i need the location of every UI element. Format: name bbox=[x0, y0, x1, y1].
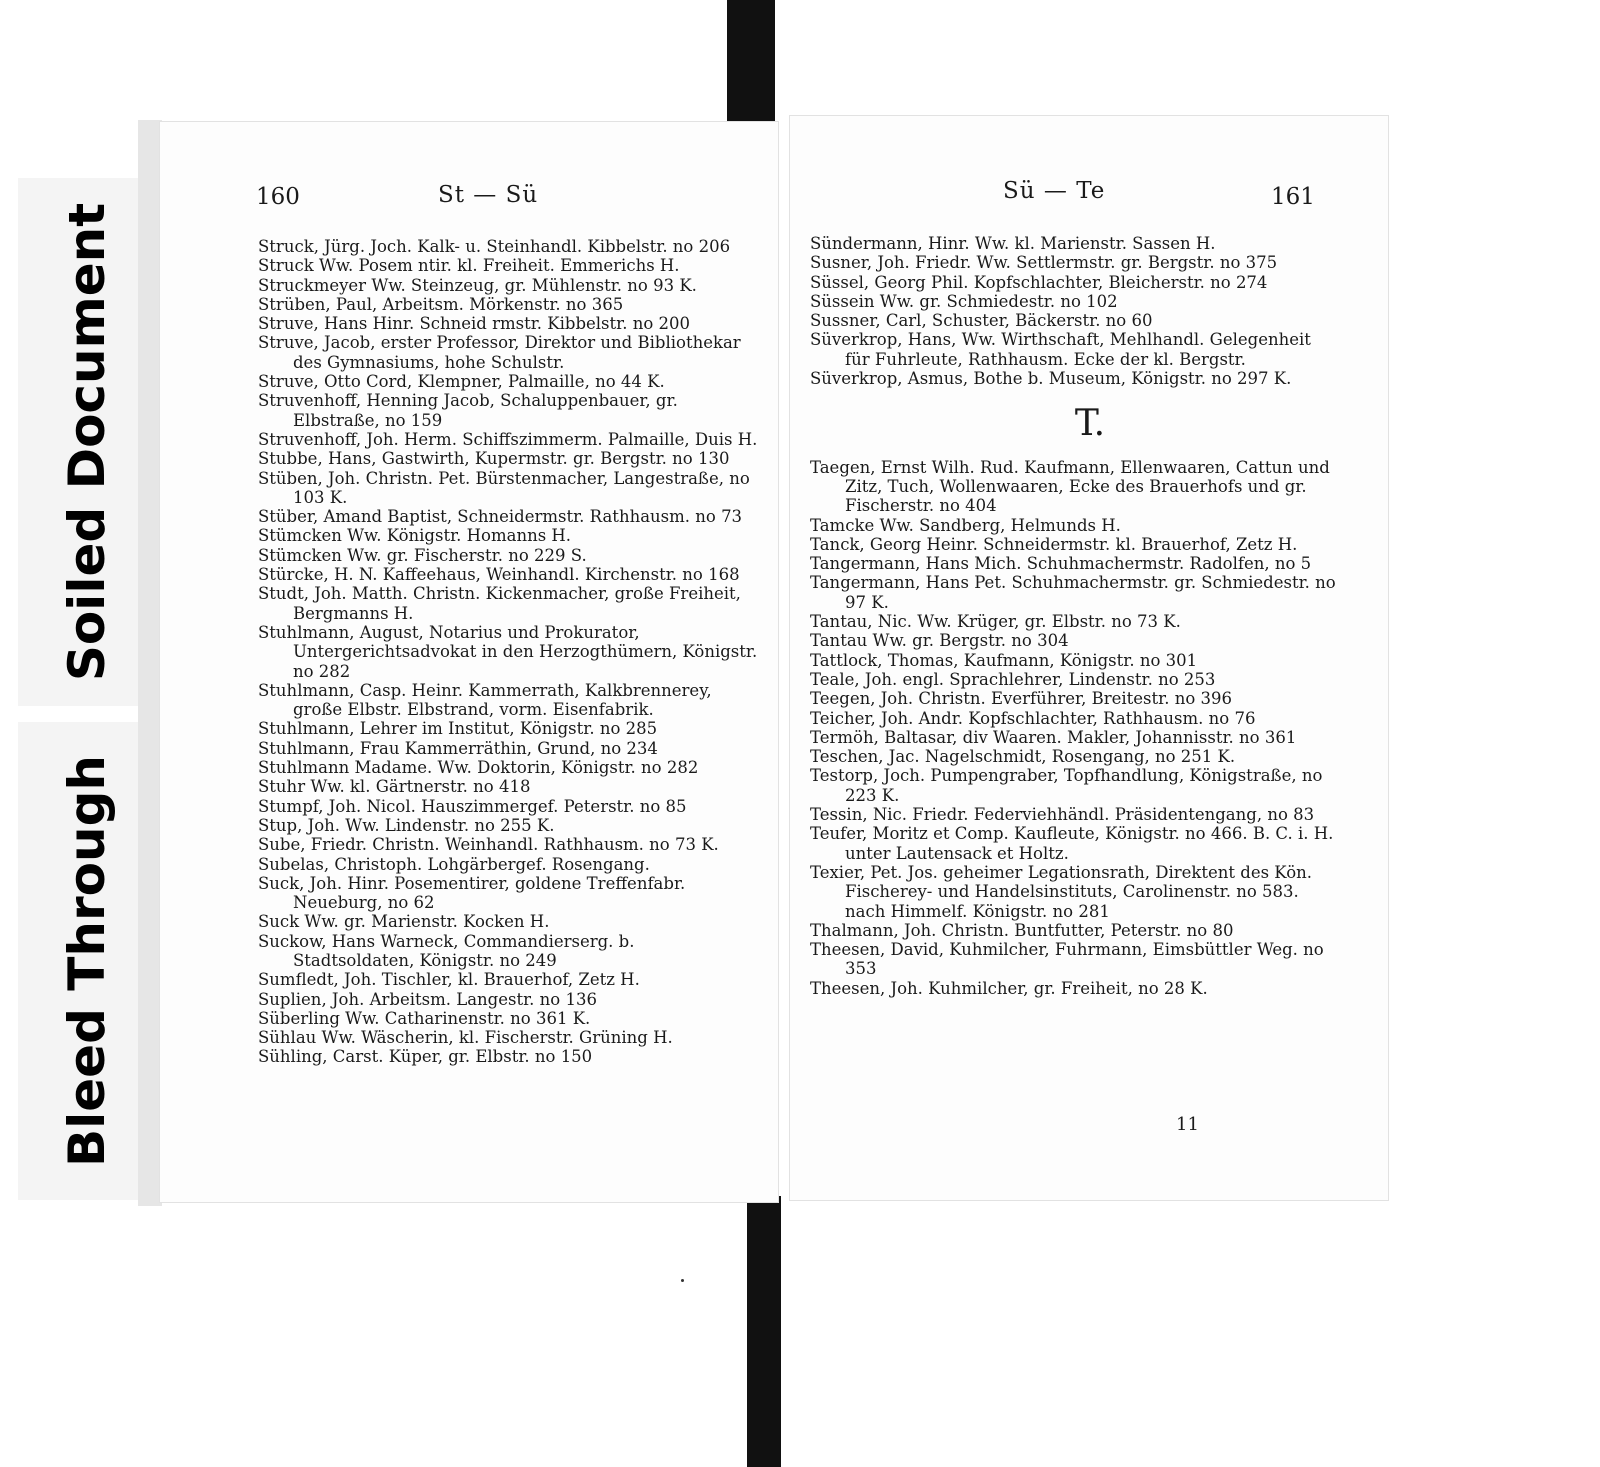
directory-entry: Sumfledt, Joh. Tischler, kl. Brauerhof, Zetz H. bbox=[258, 970, 640, 990]
directory-entry: Sube, Friedr. Christn. Weinhandl. Rathhausm. no 73 K. bbox=[258, 835, 719, 855]
directory-entry: Teschen, Jac. Nagelschmidt, Rosengang, no 251 K. bbox=[810, 747, 1236, 767]
directory-entry: Testorp, Joch. Pumpengraber, Topfhandlung, Königstraße, no 223 K. bbox=[810, 766, 1323, 805]
directory-entry: Tanck, Georg Heinr. Schneidermstr. kl. Brauerhof, Zetz H. bbox=[810, 534, 1298, 554]
directory-entry: Stüben, Joh. Christn. Pet. Bürstenmacher, Langestraße, no 103 K. bbox=[258, 468, 750, 507]
directory-entry: Stümcken Ww. gr. Fischerstr. no 229 S. bbox=[258, 545, 587, 565]
directory-entry: Stup, Joh. Ww. Lindenstr. no 255 K. bbox=[258, 815, 555, 835]
directory-entry: Teegen, Joh. Christn. Everführer, Breitestr. no 396 bbox=[810, 689, 1232, 709]
directory-entry: Süberling Ww. Catharinenstr. no 361 K. bbox=[258, 1008, 591, 1028]
directory-entry: Stuhlmann, Casp. Heinr. Kammerrath, Kalkbrennerey, große Elbstr. Elbstrand, vorm. Eisenfabrik. bbox=[258, 680, 712, 720]
directory-entry: Tantau, Nic. Ww. Krüger, gr. Elbstr. no 73 K. bbox=[810, 612, 1181, 632]
directory-entry: Sühling, Carst. Küper, gr. Elbstr. no 150 bbox=[258, 1047, 593, 1067]
directory-entry: Sündermann, Hinr. Ww. kl. Marienstr. Sassen H. bbox=[810, 234, 1216, 253]
bleed-through-text: Bleed Through bbox=[58, 755, 116, 1167]
right-page bbox=[790, 116, 1388, 1200]
directory-entry: Struckmeyer Ww. Steinzeug, gr. Mühlenstr. no 93 K. bbox=[258, 275, 697, 295]
stray-dot bbox=[681, 1279, 684, 1282]
directory-entry: Süverkrop, Hans, Ww. Wirthschaft, Mehlhandl. Gelegenheit für Fuhrleute, Rathhausm. Ecke der kl. Bergstr. bbox=[810, 330, 1311, 369]
directory-entry: Stüber, Amand Baptist, Schneidermstr. Rathhausm. no 73 bbox=[258, 507, 743, 527]
directory-entry: Stuhlmann, Frau Kammerräthin, Grund, no 234 bbox=[258, 738, 658, 758]
directory-entry: Teicher, Joh. Andr. Kopfschlachter, Rathhausm. no 76 bbox=[810, 708, 1256, 728]
soiled-document-label bbox=[18, 178, 156, 706]
directory-entry: Theesen, Joh. Kuhmilcher, gr. Freiheit, no 28 K. bbox=[810, 978, 1208, 998]
directory-entry: Texier, Pet. Jos. geheimer Legationsrath, Direktent des Kön. Fischerey- und Handelsinstituts, Carolinenstr. no 583. nach Himmelf. Königstr. no 281 bbox=[810, 862, 1313, 921]
directory-entry: Theesen, David, Kuhmilcher, Fuhrmann, Eimsbüttler Weg. no 353 bbox=[810, 940, 1324, 979]
directory-entry: Studt, Joh. Matth. Christn. Kickenmacher, große Freiheit, Bergmanns H. bbox=[258, 584, 741, 623]
right-entries-list bbox=[810, 234, 1340, 998]
directory-entry: Sühlau Ww. Wäscherin, kl. Fischerstr. Grüning H. bbox=[258, 1028, 673, 1048]
book-spine-top bbox=[727, 0, 775, 122]
book-spine-bottom bbox=[747, 1196, 781, 1467]
directory-entry: Teufer, Moritz et Comp. Kaufleute, Königstr. no 466. B. C. i. H. unter Lautensack et Holtz. bbox=[810, 824, 1334, 863]
left-entries-list bbox=[258, 237, 758, 1067]
directory-entry: Termöh, Baltasar, div Waaren. Makler, Johannisstr. no 361 bbox=[810, 727, 1297, 747]
section-letter-heading: T. bbox=[1074, 403, 1106, 445]
directory-entry: Struvenhoff, Joh. Herm. Schiffszimmerm. Palmaille, Duis H. bbox=[258, 429, 758, 449]
left-running-head: St — Sü bbox=[438, 182, 539, 208]
directory-entry: Teale, Joh. engl. Sprachlehrer, Lindenstr. no 253 bbox=[810, 669, 1216, 689]
directory-entry: Struck Ww. Posem ntir. kl. Freiheit. Emmerichs H. bbox=[258, 256, 680, 276]
directory-entry: Tamcke Ww. Sandberg, Helmunds H. bbox=[810, 515, 1121, 535]
directory-entry: Struve, Otto Cord, Klempner, Palmaille, no 44 K. bbox=[258, 372, 665, 392]
directory-entry: Tantau Ww. gr. Bergstr. no 304 bbox=[810, 631, 1069, 651]
directory-entry: Struve, Hans Hinr. Schneid rmstr. Kibbelstr. no 200 bbox=[258, 314, 691, 334]
directory-entry: Taegen, Ernst Wilh. Rud. Kaufmann, Ellenwaaren, Cattun und Zitz, Tuch, Wollenwaaren, Ecke des Brauerhofs und gr. Fischerstr. no 404 bbox=[810, 457, 1330, 516]
directory-entry: Suckow, Hans Warneck, Commandierserg. b. Stadtsoldaten, Königstr. no 249 bbox=[258, 931, 635, 970]
directory-entry: Stubbe, Hans, Gastwirth, Kupermstr. gr. Bergstr. no 130 bbox=[258, 449, 730, 469]
directory-entry: Subelas, Christoph. Lohgärbergef. Rosengang. bbox=[258, 854, 650, 874]
page-edge-shadow bbox=[138, 120, 162, 1206]
directory-entry: Tessin, Nic. Friedr. Federviehhändl. Präsidentengang, no 83 bbox=[810, 805, 1315, 825]
directory-entry: Stuhlmann, Lehrer im Institut, Königstr. no 285 bbox=[258, 719, 658, 739]
left-page-number: 160 bbox=[256, 184, 300, 210]
directory-entry: Stumpf, Joh. Nicol. Hauszimmergef. Peterstr. no 85 bbox=[258, 796, 687, 816]
directory-entry: Thalmann, Joh. Christn. Buntfutter, Peterstr. no 80 bbox=[810, 920, 1234, 940]
bleed-through-label bbox=[18, 722, 156, 1200]
directory-entry: Suck Ww. gr. Marienstr. Kocken H. bbox=[258, 912, 550, 932]
directory-entry: Stümcken Ww. Königstr. Homanns H. bbox=[258, 526, 572, 546]
soiled-document-text: Soiled Document bbox=[58, 202, 117, 682]
directory-entry: Stürcke, H. N. Kaffeehaus, Weinhandl. Kirchenstr. no 168 bbox=[258, 565, 740, 585]
directory-entry: Struve, Jacob, erster Professor, Direktor und Bibliothekar des Gymnasiums, hohe Schulstr. bbox=[258, 333, 741, 372]
right-running-head: Sü — Te bbox=[1003, 178, 1106, 204]
directory-entry: Susner, Joh. Friedr. Ww. Settlermstr. gr. Bergstr. no 375 bbox=[810, 253, 1278, 273]
directory-entry: Sussner, Carl, Schuster, Bäckerstr. no 60 bbox=[810, 311, 1153, 331]
directory-entry: Stuhlmann, August, Notarius und Prokurator, Untergerichtsadvokat in den Herzogthümern, Königstr. no 282 bbox=[258, 622, 758, 681]
directory-entry: Stuhr Ww. kl. Gärtnerstr. no 418 bbox=[258, 777, 531, 797]
directory-entry: Suck, Joh. Hinr. Posementirer, goldene Treffenfabr. Neueburg, no 62 bbox=[258, 873, 686, 913]
directory-entry: Stuhlmann Madame. Ww. Doktorin, Königstr. no 282 bbox=[258, 758, 699, 778]
directory-entry: Tangermann, Hans Mich. Schuhmachermstr. Radolfen, no 5 bbox=[810, 554, 1312, 574]
directory-entry: Suplien, Joh. Arbeitsm. Langestr. no 136 bbox=[258, 989, 597, 1009]
directory-entry: Süssein Ww. gr. Schmiedestr. no 102 bbox=[810, 291, 1118, 311]
left-page bbox=[160, 122, 778, 1202]
signature-mark: 11 bbox=[1176, 1114, 1199, 1135]
directory-entry: Tangermann, Hans Pet. Schuhmachermstr. gr. Schmiedestr. no 97 K. bbox=[810, 573, 1336, 612]
right-page-number: 161 bbox=[1271, 184, 1315, 210]
directory-entry: Süssel, Georg Phil. Kopfschlachter, Bleicherstr. no 274 bbox=[810, 272, 1268, 292]
directory-entry: Struck, Jürg. Joch. Kalk- u. Steinhandl. Kibbelstr. no 206 bbox=[258, 237, 731, 256]
directory-entry: Struvenhoff, Henning Jacob, Schaluppenbauer, gr. Elbstraße, no 159 bbox=[258, 391, 678, 430]
directory-entry: Strüben, Paul, Arbeitsm. Mörkenstr. no 365 bbox=[258, 294, 624, 314]
directory-entry: Süverkrop, Asmus, Bothe b. Museum, Königstr. no 297 K. bbox=[810, 369, 1292, 389]
directory-entry: Tattlock, Thomas, Kaufmann, Königstr. no 301 bbox=[810, 650, 1198, 670]
